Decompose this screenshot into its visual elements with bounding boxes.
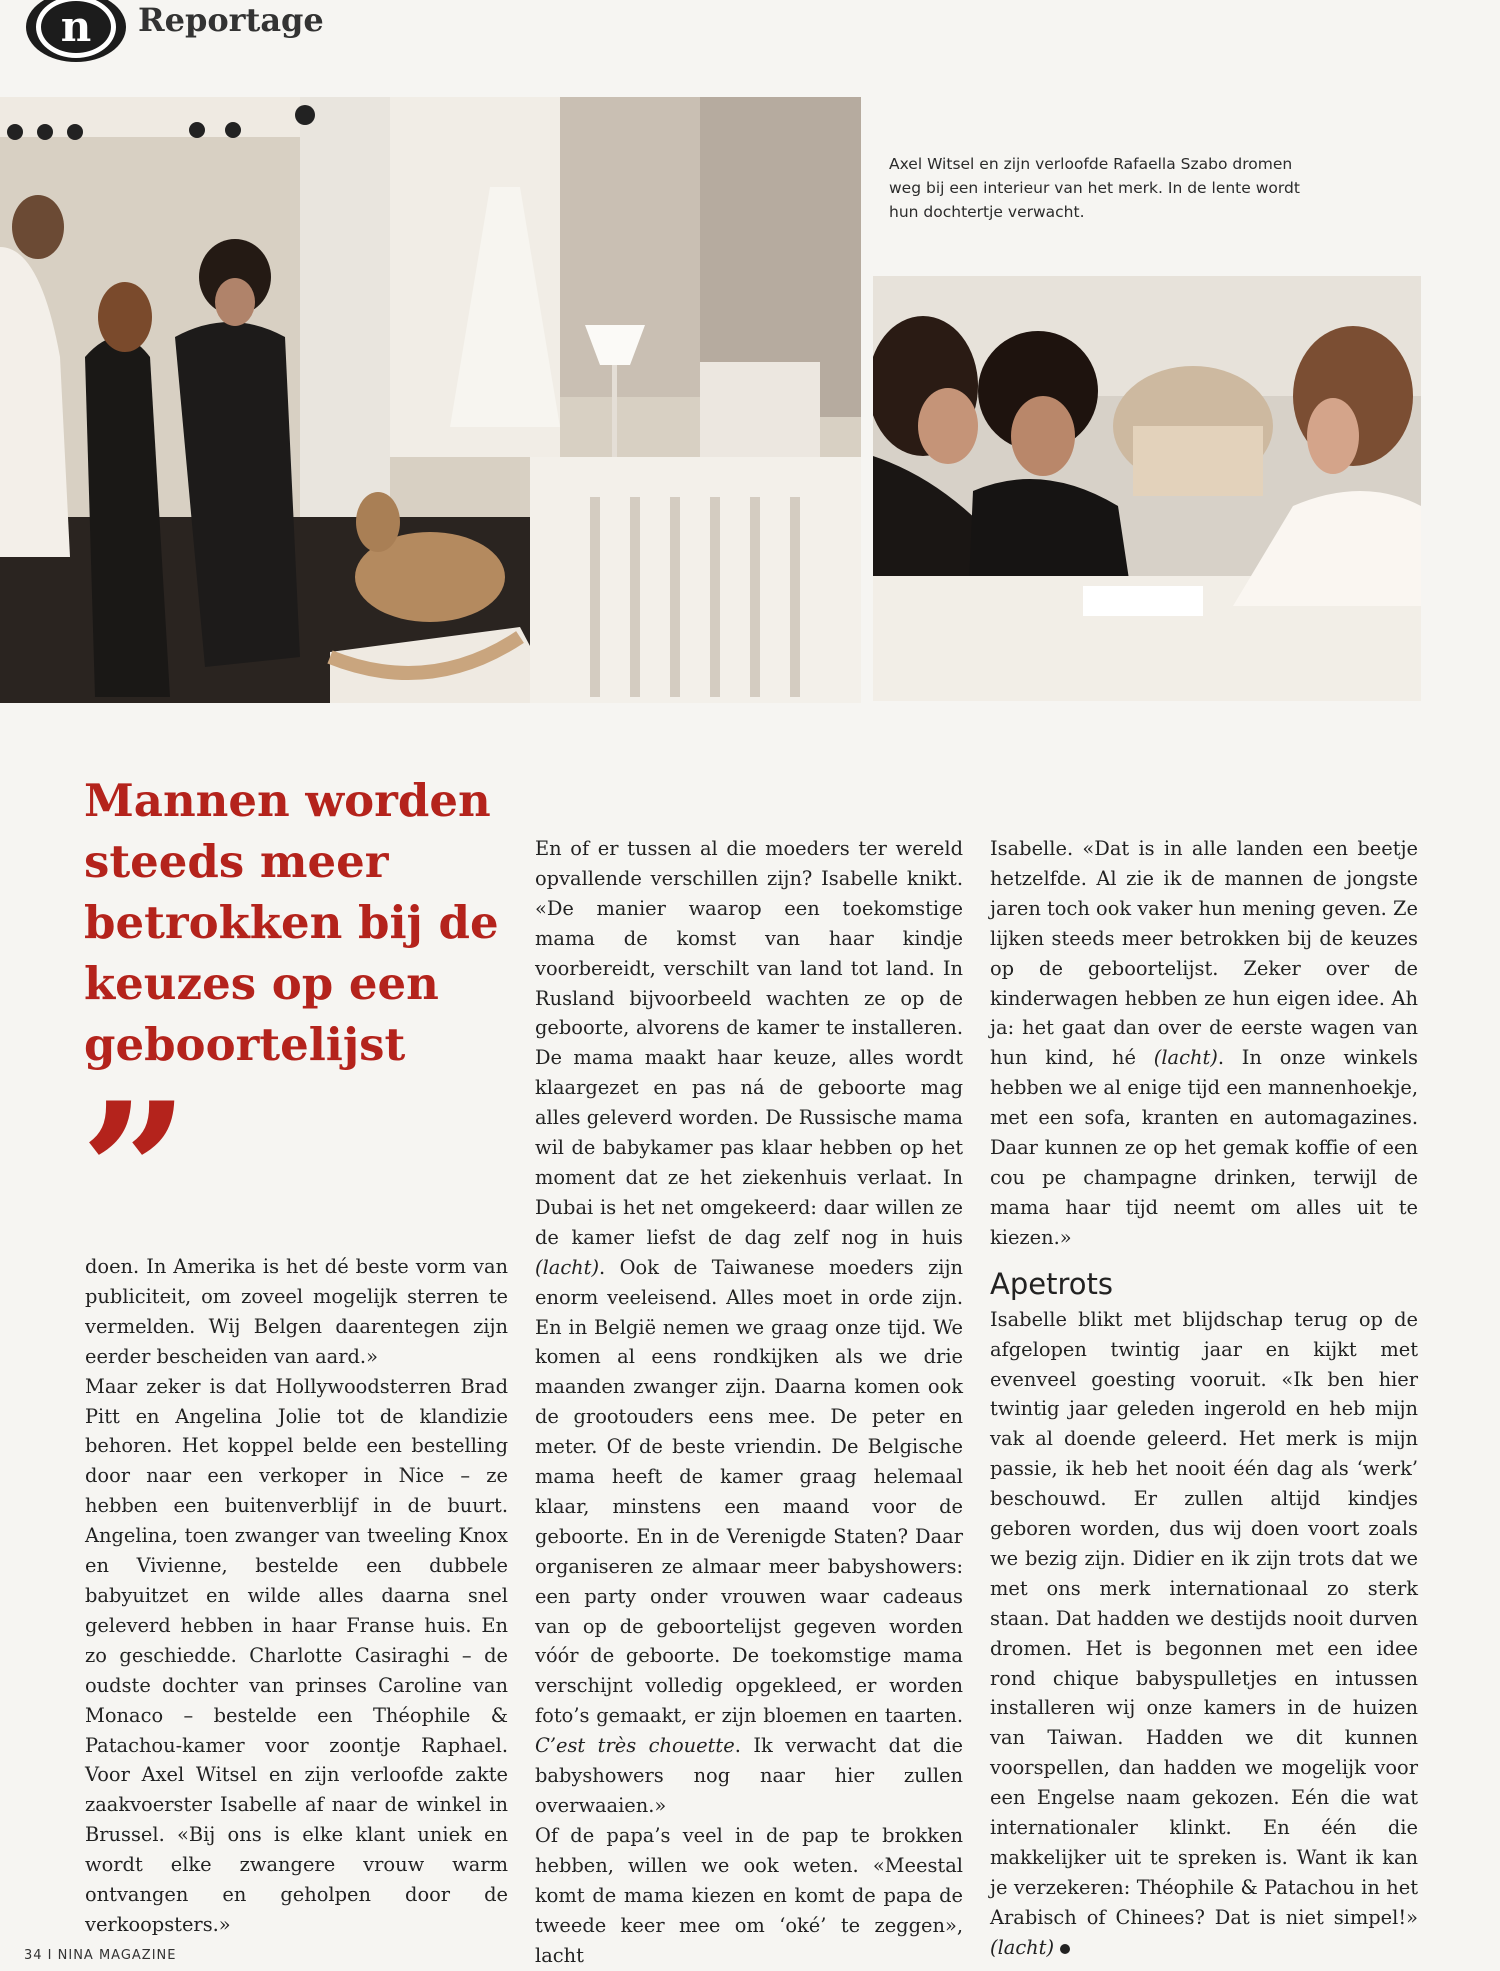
photo-caption: Axel Witsel en zijn verloofde Rafaella Szabo dromen weg bij een interieur van het merk. In de lente wordt hun dochtertje verwacht. (889, 155, 1300, 221)
col2-aside-laugh: (lacht) (535, 1255, 600, 1279)
logo-letter: n (36, 0, 116, 58)
col2-french-phrase: C’est très chouette (535, 1734, 735, 1758)
article-column-2 (535, 834, 963, 1970)
article-column-1 (85, 1252, 508, 1940)
col3-aside-laugh: (lacht) (1153, 1046, 1218, 1070)
col1-paragraph-2: Maar zeker is dat Hollywoodsterren Brad Pitt en Angelina Jolie tot de klandizie behoren. Het koppel belde een bestelling door naar een verkoper in Nice – ze hebben een buitenverblijf in de buurt. Angelina, toen zwanger van tweeling Knox en Vivienne, bestelde een dubbele babyuitzet en wilde alles daarna snel geleverd hebben in haar Franse huis. En zo geschiedde. Charlotte Casiraghi – de oudste dochter van prinses Caroline van Monaco – bestelde een Théophile & Patachou-kamer voor zoontje Raphael. Voor Axel Witsel en zijn verloofde zakte zaakvoerster Isabelle af naar de winkel in Brussel. «Bij ons is elke klant uniek en wordt elke zwangere vrouw warm ontvangen en geholpen door de verkoopsters.» (85, 1374, 508, 1936)
col2-text-c: . Ik verwacht dat die babyshowers nog naar hier zullen overwaaien.» (535, 1734, 963, 1817)
col3-text-c: Isabelle blikt met blijdschap terug op de afgelopen twintig jaar en kijkt met evenveel goesting vooruit. «Ik ben hier twintig jaar geleden ingerold en heb mijn vak al doende geleerd. Het merk is mijn passie, ik heb het nooit één dag als ‘werk’ beschouwd. Er zullen altijd kindjes geboren worden, dus wij doen voort zoals we bezig zijn. Didier en ik zijn trots dat we met ons merk internationaal zo sterk staan. Dat hadden we destijds nooit durven dromen. Het is begonnen met een idee rond chique babyspulletjes en intussen installeren wij onze kamers in de huizen van Taiwan. Hadden we dit kunnen voorspellen, dan hadden we mogelijk voor een Engelse naam gekozen. Eén die wat internationaler klinkt. En één die makkelijker uit te spreken is. Want ik kan je verzekeren: Théophile & Patachou in het Arabisch of Chinees? Dat is niet simpel!» (990, 1307, 1418, 1929)
end-mark-icon (1060, 1944, 1070, 1954)
col2-paragraph-2: Of de papa’s veel in de pap te brokken hebben, willen we ook weten. «Meestal komt de mama kiezen en komt de papa de tweede keer mee om ‘oké’ te zeggen», lacht (535, 1823, 963, 1967)
quote-mark: ” (80, 1061, 190, 1284)
page-folio: 34 I NINA MAGAZINE (24, 1948, 177, 1963)
section-label: Reportage (138, 1, 324, 39)
col3-paragraph-2 (990, 1305, 1418, 1963)
col3-paragraph-1 (990, 834, 1418, 1253)
magazine-header (26, 0, 324, 62)
couple-photo (873, 276, 1421, 701)
article-headline: Mannen worden steeds meer betrokken bij de keuzes op een geboortelijst (84, 774, 499, 1071)
col2-paragraph-1 (535, 834, 963, 1821)
col3-aside-laugh-2: (lacht) (990, 1935, 1055, 1959)
col2-text-b: . Ook de Taiwanese moeders zijn enorm veeleisend. Alles moet in orde zijn. En in België nemen we graag onze tijd. We komen al eens rondkijken als we drie maanden zwanger zijn. Daarna komen ook de grootouders eens mee. De peter en meter. Of de beste vriendin. De Belgische mama heeft de kamer graag helemaal klaar, minstens een maand voor de geboorte. En in de Verenigde Staten? Daar organiseren ze almaar meer babyshowers: een party onder vrouwen waar cadeaus van op de geboortelijst gegeven worden vóór de geboorte. De toekomstige mama verschijnt volledig opgekleed, er worden foto’s gemaakt, er zijn bloemen en taarten. (535, 1255, 963, 1728)
col2-text-a: En of er tussen al die moeders ter wereld opvallende verschillen zijn? Isabelle knikt. «De manier waarop een toekomstige mama de komst van haar kindje voorbereidt, verschilt van land tot land. In Rusland bijvoorbeeld wachten ze op de geboorte, alvorens de kamer te installeren. De mama maakt haar keuze, alles wordt klaargezet en pas ná de geboorte mag alles geleverd worden. De Russische mama wil de babykamer pas klaar hebben op het moment dat ze het ziekenhuis verlaat. In Dubai is het net omgekeerd: daar willen ze de kamer liefst de dag zelf nog in huis (535, 837, 963, 1249)
showroom-photo (0, 97, 861, 703)
magazine-logo (26, 0, 126, 62)
section-subhead: Apetrots (990, 1266, 1113, 1301)
col3-text-a: Isabelle. «Dat is in alle landen een beetje hetzelfde. Al zie ik de mannen de jongste jaren toch ook vaker hun mening geven. Ze lijken steeds meer betrokken bij de keuzes op de geboortelijst. Zeker over de kinderwagen hebben ze hun eigen idee. Ah ja: het gaat dan over de eerste wagen van hun kind, hé (990, 837, 1418, 1070)
col3-text-b: . In onze winkels hebben we al enige tijd een mannenhoekje, met een sofa, kranten en automagazines. Daar kunnen ze op het gemak koffie of een cou pe champagne drinken, terwijl de mama haar tijd neemt om alles uit te kiezen.» (990, 1046, 1418, 1249)
article-column-3 (990, 834, 1418, 1963)
col1-paragraph-1: doen. In Amerika is het dé beste vorm van publiciteit, om zoveel mogelijk sterren te vermelden. Wij Belgen daarentegen zijn eerder bescheiden van aard.» (85, 1255, 508, 1368)
